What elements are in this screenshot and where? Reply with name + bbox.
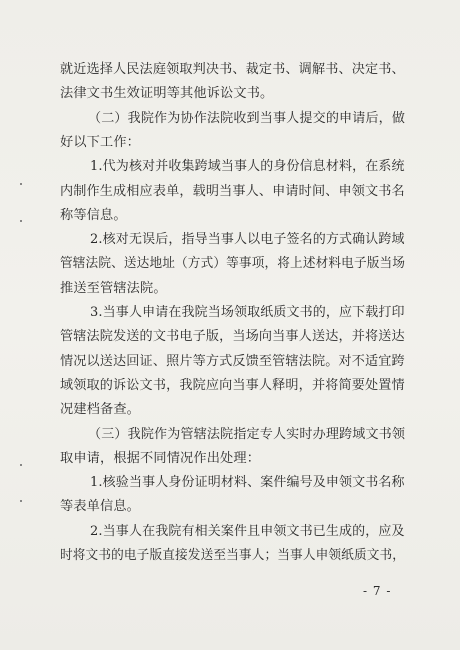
text-line: 推送至管辖法院。: [60, 280, 167, 296]
text-line: 好以下工作：: [60, 134, 141, 150]
text-line: 法律文书生效证明等其他诉讼文书。: [60, 86, 274, 102]
text-line: 等表单信息。: [60, 499, 141, 515]
text-line: 域领取的诉讼文书，我院应向当事人释明，并将简要处置情: [60, 377, 405, 393]
text-line: 2.当事人在我院有相关案件且申领文书已生成的，应及: [90, 523, 405, 539]
scan-dot: [20, 220, 22, 222]
text-line: 称等信息。: [60, 207, 127, 223]
text-line: 取申请，根据不同情况作出处理：: [60, 450, 261, 466]
text-line: （二）我院作为协作法院收到当事人提交的申请后，做: [88, 110, 406, 126]
text-line: （三）我院作为管辖法院指定专人实时办理跨域文书领: [88, 426, 406, 442]
text-line: 时将文书的电子版直接发送至当事人；当事人申领纸质文书，: [60, 548, 406, 563]
text-line: 情况以送达回证、照片等方式反馈至管辖法院。对不适宜跨: [60, 353, 405, 369]
scan-dot: [20, 183, 22, 185]
text-line: 况建档备查。: [60, 402, 141, 418]
text-line: 内制作生成相应表单，载明当事人、申请时间、申领文书名: [60, 183, 405, 199]
text-line: 就近选择人民法庭领取判决书、裁定书、调解书、决定书、: [60, 62, 405, 77]
text-line: 3.当事人申请在我院当场领取纸质文书的，应下载打印: [90, 305, 405, 320]
text-line: 管辖法院、送达地址（方式）等事项，将上述材料电子版当场: [60, 256, 406, 272]
text-line: 管辖法院发送的文书电子版，当场向当事人送达，并将送达: [60, 329, 405, 345]
text-line: 1.代为核对并收集跨域当事人的身份信息材料，在系统: [90, 159, 405, 175]
scan-dot: [20, 464, 22, 466]
text-line: 1.核验当事人身份证明材料、案件编号及申领文书名称: [90, 475, 405, 491]
scan-dot: [20, 500, 22, 502]
page-number: - 7 -: [363, 584, 392, 598]
text-line: 2.核对无误后，指导当事人以电子签名的方式确认跨域: [90, 232, 405, 248]
